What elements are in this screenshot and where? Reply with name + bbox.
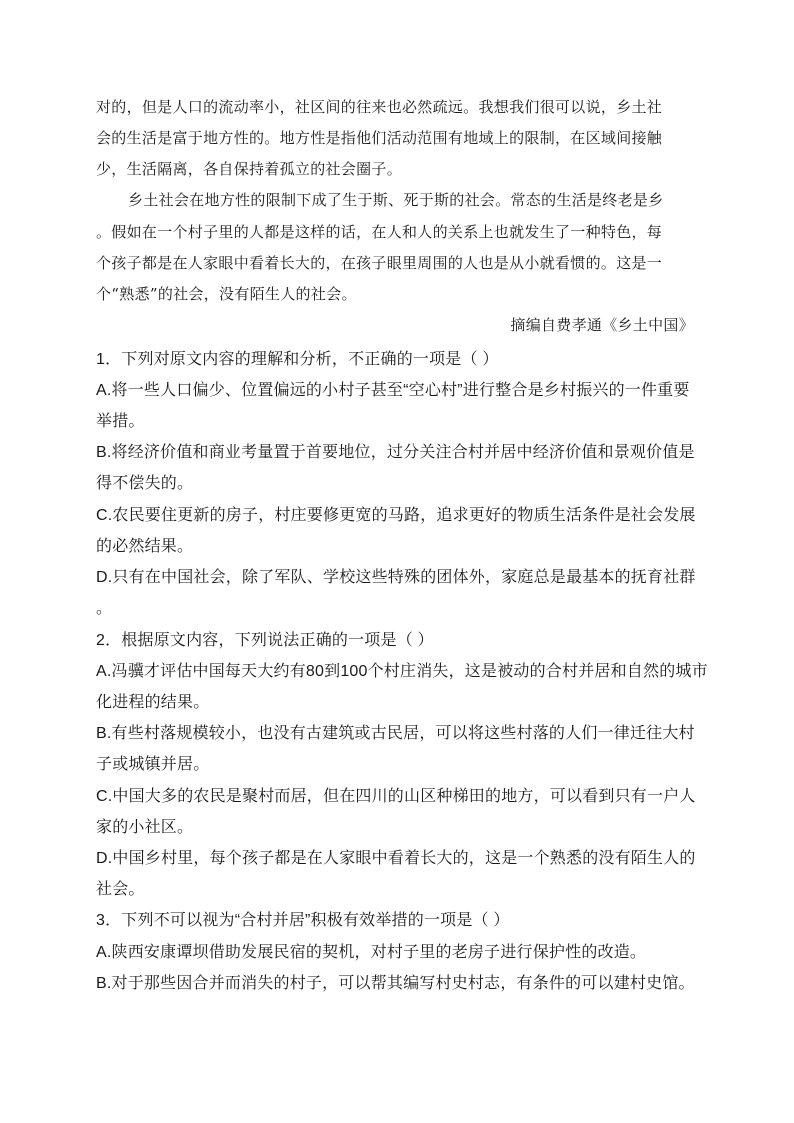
option-b-line: B.有些村落规模较小，也没有古建筑或古民居，可以将这些村落的人们一律迁往大村 <box>96 725 695 742</box>
option-c-line: C.农民要住更新的房子，村庄要修更宽的马路，追求更好的物质生活条件是社会发展 <box>96 507 696 524</box>
question-stem: 1．下列对原文内容的理解和分析，不正确的一项是（ ） <box>96 351 499 368</box>
option-a-line: A.将一些人口偏少、位置偏远的小村子甚至“空心村”进行整合是乡村振兴的一件重要 <box>96 382 690 399</box>
option-c-line: 的必然结果。 <box>96 538 194 555</box>
option-d-line: 社会。 <box>96 881 145 898</box>
option-c-line: C.中国大多的农民是聚村而居，但在四川的山区种梯田的地方，可以看到只有一户人 <box>96 788 696 805</box>
passage-line: 会的生活是富于地方性的。地方性是指他们活动范围有地域上的限制，在区域间接触 <box>96 129 663 147</box>
question-stem: 2．根据原文内容，下列说法正确的一项是（ ） <box>96 632 434 649</box>
option-a-line: A.冯骥才评估中国每天大约有80到100个村庄消失，这是被动的合村并居和自然的城市 <box>96 663 708 680</box>
option-b-line: B.将经济价值和商业考量置于首要地位，过分关注合村并居中经济价值和景观价值是 <box>96 444 695 461</box>
passage-line: 少，生活隔离，各自保持着孤立的社会圈子。 <box>96 160 403 178</box>
passage-line: 。假如在一个村子里的人都是这样的话，在人和人的关系上也就发生了一种特色，每 <box>96 223 663 241</box>
option-c-line: 家的小社区。 <box>96 819 194 836</box>
option-d-line: D.中国乡村里，每个孩子都是在人家眼中看着长大的，这是一个熟悉的没有陌生人的 <box>96 850 696 867</box>
passage-line: 个“熟悉”的社会，没有陌生人的社会。 <box>96 285 357 303</box>
passage-line: 乡土社会在地方性的限制下成了生于斯、死于斯的社会。常态的生活是终老是乡 <box>128 191 664 209</box>
option-b-line: 得不偿失的。 <box>96 475 194 492</box>
option-b-line: 子或城镇并居。 <box>96 756 210 773</box>
option-a-line: 化进程的结果。 <box>96 694 210 711</box>
option-d-line: D.只有在中国社会，除了军队、学校这些特殊的团体外，家庭总是最基本的抚育社群 <box>96 569 696 586</box>
option-a-line: 举措。 <box>96 413 145 430</box>
option-d-line: 。 <box>96 600 113 617</box>
source-attribution: 摘编自费孝通《乡土中国》 <box>510 316 694 334</box>
option-b-line: B.对于那些因合并而消失的村子，可以帮其编写村史村志，有条件的可以建村史馆。 <box>96 975 695 992</box>
question-stem: 3．下列不可以视为“合村并居”积极有效举措的一项是（ ） <box>96 912 510 929</box>
passage-line: 个孩子都是在人家眼中看着长大的，在孩子眼里周围的人也是从小就看惯的。这是一 <box>96 254 663 272</box>
option-a-line: A.陕西安康谭坝借助发展民宿的契机，对村子里的老房子进行保护性的改造。 <box>96 944 647 961</box>
passage-line: 对的，但是人口的流动率小，社区间的往来也必然疏远。我想我们很可以说，乡土社 <box>96 98 663 116</box>
